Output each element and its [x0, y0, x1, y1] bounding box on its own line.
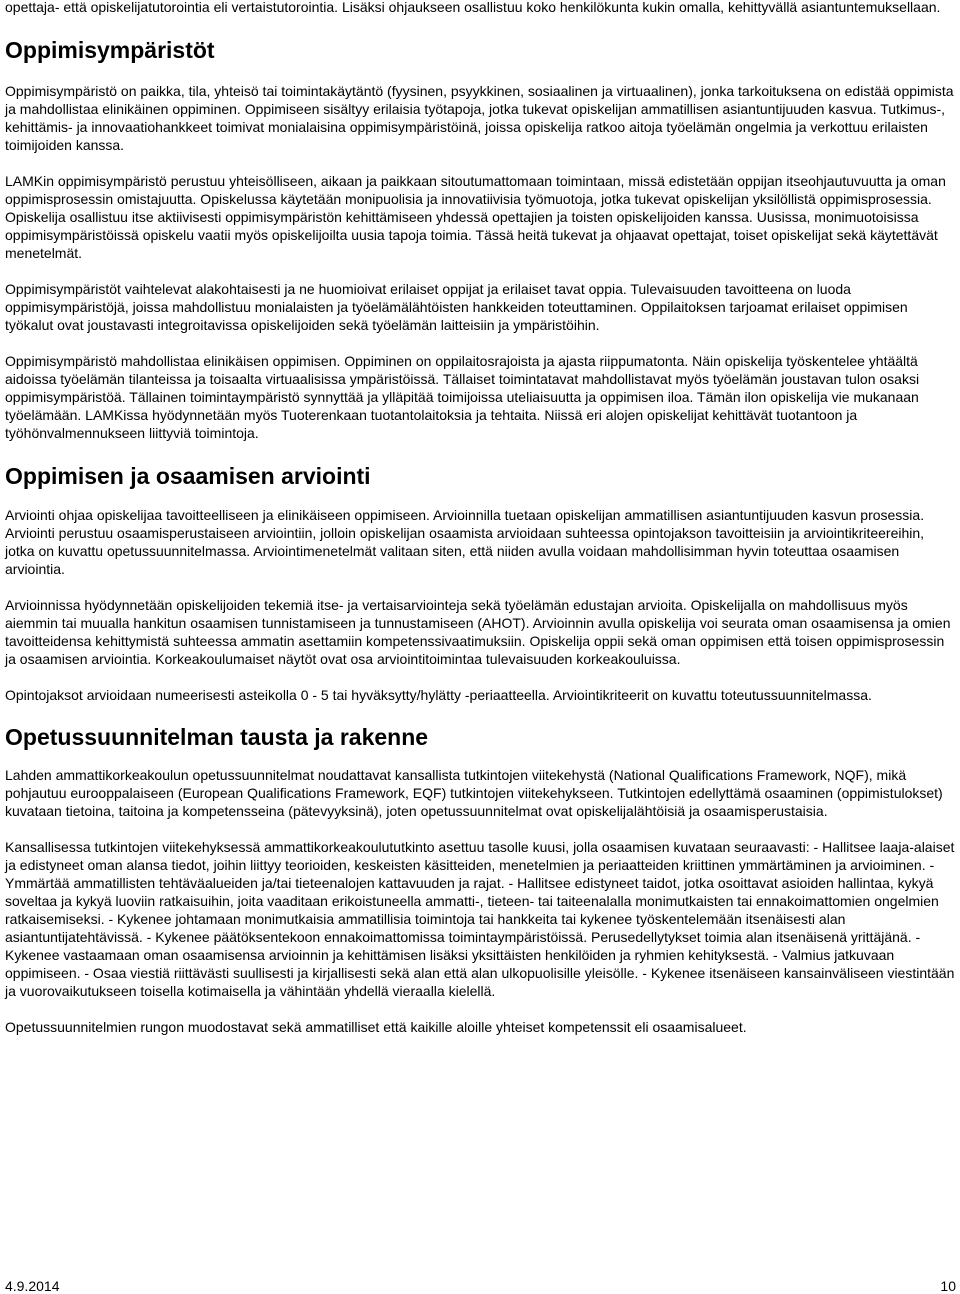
- paragraph: LAMKin oppimisympäristö perustuu yhteisölliseen, aikaan ja paikkaan sitoutumattomaan toimintaan, missä edistetään oppijan itseohjautuvuutta ja oman oppimisprosessin omistajuutta. Opiskelussa käytetään monipuolisia ja innovatiivisia työmuotoja, jotka tukevat opiskelijan yksilöllistä oppimisprosessia. Opiskelija osallistuu itse aktiivisesti oppimisympäristön kehittämiseen yhdessä opettajien ja toisten opiskelijoiden kanssa. Uusissa, monimuotoisissa oppimisympäristöissä opiskelu vaatii myös opiskelijoilta uusia tapoja toimia. Tässä heitä tukevat ja ohjaavat opettajat, toiset opiskelijat sekä käytettävät menetelmät.: [5, 173, 946, 261]
- heading-oppimisymparistot: Oppimisympäristöt: [5, 37, 215, 63]
- page-number: 10: [940, 1278, 956, 1294]
- footer-date: 4.9.2014: [5, 1278, 60, 1294]
- paragraph: Arviointi ohjaa opiskelijaa tavoitteelliseen ja elinikäiseen oppimiseen. Arvioinnilla tuetaan opiskelijan ammatillisen asiantuntijuuden kasvun prosessia. Arviointi perustuu osaamisperustaiseen arviointiin, jolloin opiskelijan osaamista arvioidaan suhteessa opintojakson tavoitteisiin ja arviointikriteereihin, jotka on kuvattu opetussuunnitelmassa. Arviointimenetelmät valitaan siten, että niiden avulla voidaan mahdollisimman hyvin toteuttaa osaamisen arviointia.: [5, 507, 925, 577]
- paragraph: Oppimisympäristö on paikka, tila, yhteisö tai toimintakäytäntö (fyysinen, psyykkinen, sosiaalinen ja virtuaalinen), jonka tarkoituksena on edistää oppimista ja mahdollistaa elinikäinen oppiminen. Oppimiseen sisältyy erilaisia työtapoja, jotka tukevat opiskelijan ammatillisen asiantuntijuuden kasvua. Tutkimus-, kehittämis- ja innovaatiohankkeet toimivat monialaisina oppimisympäristöinä, joissa opiskelija ratkoo aitoja työelämän ongelmia ja verkottuu erilaisten toimijoiden kanssa.: [5, 83, 954, 153]
- paragraph: Opintojaksot arvioidaan numeerisesti asteikolla 0 - 5 tai hyväksytty/hylätty -periaatteella. Arviointikriteerit on kuvattu toteutussuunnitelmassa.: [5, 687, 872, 703]
- paragraph: Oppimisympäristöt vaihtelevat alakohtaisesti ja ne huomioivat erilaiset oppijat ja erilaiset tavat oppia. Tulevaisuuden tavoitteena on luoda oppimisympäristöjä, joissa mahdollistuu monialaisten ja työelämälähtöisten hankkeiden toteuttaminen. Oppilaitoksen tarjoamat erilaiset oppimisen työkalut ovat joustavasti integroitavissa opiskelijoiden sekä työelämän laitteisiin ja ympäristöihin.: [5, 281, 908, 333]
- paragraph: Oppimisympäristö mahdollistaa elinikäisen oppimisen. Oppiminen on oppilaitosrajoista ja ajasta riippumatonta. Näin opiskelija työskentelee yhtäältä aidoissa työelämän tilanteissa ja toisaalta virtuaalisissa ympäristöissä. Tällaiset toimintatavat mahdollistavat myös työelämän joustavan tulon osaksi oppimisympäristöä. Tällainen toimintaympäristö synnyttää ja ylläpitää toimijoissa uteliaisuutta ja oppimisen iloa. Tämän ilon opiskelija vie mukanaan työelämään. LAMKissa hyödynnetään myös Tuoterenkaan tuotantolaitoksia ja tehtaita. Niissä eri alojen opiskelijat kehittävät tuotantoon ja työhönvalmennukseen liittyviä toimintoja.: [5, 353, 920, 441]
- heading-arviointi: Oppimisen ja osaamisen arviointi: [5, 463, 371, 489]
- intro-paragraph: opettaja- että opiskelijatutorointia eli vertaistutorointia. Lisäksi ohjaukseen osallistuu koko henkilökunta kukin omalla, kehittyvällä asiantuntemuksellaan.: [5, 0, 941, 15]
- heading-opetussuunnitelma: Opetussuunnitelman tausta ja rakenne: [5, 724, 429, 750]
- paragraph: Arvioinnissa hyödynnetään opiskelijoiden tekemiä itse- ja vertaisarviointeja sekä työelämän edustajan arvioita. Opiskelijalla on mahdollisuus myös aiemmin tai muualla hankitun osaamisen tunnistamiseen ja tunnustamiseen (AHOT). Arvioinnin avulla opiskelija voi seurata oman osaamisensa ja omien tavoitteidensa kehittymistä suhteessa ammatin asettamiin kompetenssivaatimuksiin. Opiskelija oppii sekä oman oppimisen että toisen oppimisprosessin ja osaamisen arviointia. Korkeakoulumaiset näytöt ovat osa arviointitoimintaa tulevaisuuden korkeakouluissa.: [5, 597, 951, 667]
- document-page: [5, 0, 956, 1036]
- paragraph: Kansallisessa tutkintojen viitekehyksessä ammattikorkeakoulututkinto asettuu tasolle kuusi, jolla osaamisen kuvataan seuraavasti: - Hallitsee laaja-alaiset ja edistyneet oman alansa tiedot, joihin liittyy teorioiden, keskeisten käsitteiden, menetelmien ja periaatteiden kriittinen ymmärtäminen ja arvioiminen. - Ymmärtää ammatillisten tehtäväalueiden ja/tai tieteenalojen kattavuuden ja rajat. - Hallitsee edistyneet taidot, jotka osoittavat asioiden hallintaa, kykyä soveltaa ja kykyä luoviin ratkaisuihin, joita vaaditaan erikoistuneella ammatti-, tieteen- tai taiteenalalla monimutkaisten tai ennakoimattomien ongelmien ratkaisemiseksi. - Kykenee johtamaan monimutkaisia ammatillisia toimintoja tai hankkeita tai kykenee työskentelemään itsenäisesti alan asiantuntijatehtävissä. - Kykenee päätöksentekoon ennakoimattomissa toimintaympäristöissä. Perusedellytykset toimia alan itsenäisenä yrittäjänä. - Kykenee vastaamaan oman osaamisensa arvioinnin ja kehittämisen lisäksi yksittäisten henkilöiden ja ryhmien kehityksestä. - Valmius jatkuvaan oppimiseen. - Osaa viestiä riittävästi suullisesti ja kirjallisesti sekä alan että alan ulkopuolisille yleisölle. - Kykenee itsenäiseen kansainväliseen viestintään ja vuorovaikutukseen toisella kotimaisella ja vähintään yhdellä vieraalla kielellä.: [5, 839, 955, 999]
- paragraph: Opetussuunnitelmien rungon muodostavat sekä ammatilliset että kaikille aloille yhteiset kompetenssit eli osaamisalueet.: [5, 1019, 747, 1035]
- paragraph: Lahden ammattikorkeakoulun opetussuunnitelmat noudattavat kansallista tutkintojen viitekehystä (National Qualifications Framework, NQF), mikä pohjautuu eurooppalaiseen (European Qualifications Framework, EQF) tutkintojen viitekehykseen. Tutkintojen edellyttämä osaaminen (oppimistulokset) kuvataan tietoina, taitoina ja kompetensseina (pätevyyksinä), joten opetussuunnitelmat ovat opiskelijalähtöisiä ja osaamisperustaisia.: [5, 767, 943, 819]
